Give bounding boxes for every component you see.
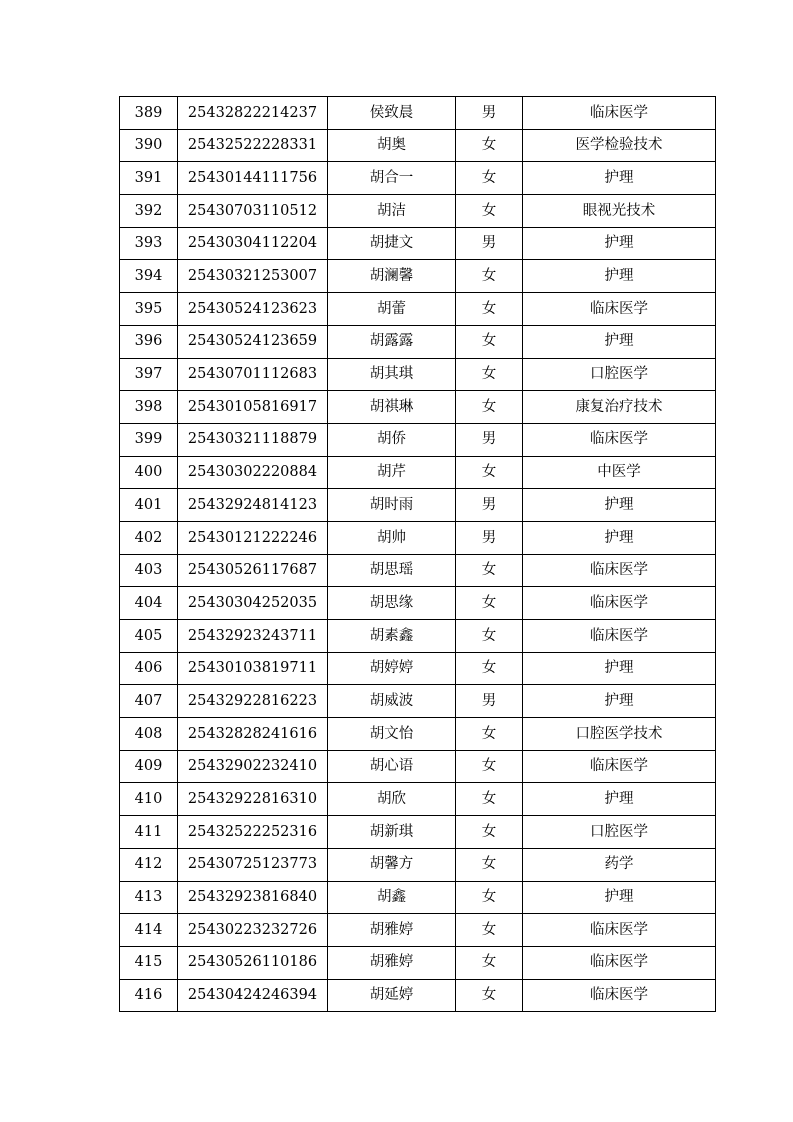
major-cell: 药学	[523, 848, 716, 881]
row-number-cell: 408	[120, 718, 178, 751]
student-name-cell: 胡侨	[328, 423, 456, 456]
major-cell: 护理	[523, 783, 716, 816]
student-name-cell: 胡鑫	[328, 881, 456, 914]
row-number-cell: 395	[120, 293, 178, 326]
candidate-id-cell: 25432922816223	[178, 685, 328, 718]
row-number-cell: 412	[120, 848, 178, 881]
major-cell: 口腔医学	[523, 358, 716, 391]
gender-cell: 男	[456, 685, 523, 718]
candidate-id-cell: 25430725123773	[178, 848, 328, 881]
student-name-cell: 胡婷婷	[328, 652, 456, 685]
student-name-cell: 胡延婷	[328, 979, 456, 1012]
table-row	[120, 489, 716, 522]
table-row	[120, 685, 716, 718]
row-number-cell: 400	[120, 456, 178, 489]
gender-cell: 男	[456, 97, 523, 130]
table-row	[120, 783, 716, 816]
candidate-id-cell: 25432902232410	[178, 750, 328, 783]
major-cell: 中医学	[523, 456, 716, 489]
candidate-id-cell: 25432828241616	[178, 718, 328, 751]
row-number-cell: 396	[120, 325, 178, 358]
candidate-id-cell: 25432923816840	[178, 881, 328, 914]
candidate-id-cell: 25430526117687	[178, 554, 328, 587]
candidate-id-cell: 25432922816310	[178, 783, 328, 816]
major-cell: 临床医学	[523, 750, 716, 783]
student-name-cell: 胡思瑶	[328, 554, 456, 587]
major-cell: 临床医学	[523, 554, 716, 587]
row-number-cell: 416	[120, 979, 178, 1012]
table-row	[120, 620, 716, 653]
gender-cell: 女	[456, 129, 523, 162]
table-row	[120, 260, 716, 293]
candidate-id-cell: 25430304252035	[178, 587, 328, 620]
row-number-cell: 410	[120, 783, 178, 816]
gender-cell: 女	[456, 979, 523, 1012]
gender-cell: 女	[456, 587, 523, 620]
gender-cell: 女	[456, 652, 523, 685]
candidate-id-cell: 25432522228331	[178, 129, 328, 162]
gender-cell: 女	[456, 750, 523, 783]
candidate-id-cell: 25432822214237	[178, 97, 328, 130]
gender-cell: 女	[456, 816, 523, 849]
student-roster-table	[119, 96, 716, 1012]
table-row	[120, 718, 716, 751]
row-number-cell: 389	[120, 97, 178, 130]
student-name-cell: 胡素鑫	[328, 620, 456, 653]
table-row	[120, 554, 716, 587]
table-row	[120, 325, 716, 358]
major-cell: 临床医学	[523, 914, 716, 947]
gender-cell: 女	[456, 718, 523, 751]
gender-cell: 女	[456, 848, 523, 881]
student-name-cell: 胡合一	[328, 162, 456, 195]
row-number-cell: 404	[120, 587, 178, 620]
major-cell: 护理	[523, 325, 716, 358]
row-number-cell: 391	[120, 162, 178, 195]
gender-cell: 女	[456, 456, 523, 489]
major-cell: 护理	[523, 489, 716, 522]
major-cell: 康复治疗技术	[523, 391, 716, 424]
candidate-id-cell: 25430144111756	[178, 162, 328, 195]
row-number-cell: 403	[120, 554, 178, 587]
table-row	[120, 881, 716, 914]
candidate-id-cell: 25430424246394	[178, 979, 328, 1012]
major-cell: 护理	[523, 260, 716, 293]
student-name-cell: 胡澜馨	[328, 260, 456, 293]
table-row	[120, 946, 716, 979]
student-name-cell: 胡其琪	[328, 358, 456, 391]
student-name-cell: 胡新琪	[328, 816, 456, 849]
row-number-cell: 394	[120, 260, 178, 293]
table-row	[120, 423, 716, 456]
major-cell: 临床医学	[523, 979, 716, 1012]
student-name-cell: 胡奥	[328, 129, 456, 162]
student-name-cell: 胡心语	[328, 750, 456, 783]
row-number-cell: 397	[120, 358, 178, 391]
table-row	[120, 195, 716, 228]
gender-cell: 男	[456, 489, 523, 522]
row-number-cell: 409	[120, 750, 178, 783]
student-name-cell: 侯致晨	[328, 97, 456, 130]
table-row	[120, 162, 716, 195]
gender-cell: 女	[456, 260, 523, 293]
table-row	[120, 848, 716, 881]
gender-cell: 男	[456, 227, 523, 260]
candidate-id-cell: 25430524123623	[178, 293, 328, 326]
candidate-id-cell: 25430223232726	[178, 914, 328, 947]
gender-cell: 女	[456, 162, 523, 195]
major-cell: 临床医学	[523, 293, 716, 326]
gender-cell: 女	[456, 195, 523, 228]
roster-table-body	[120, 97, 716, 1012]
table-row	[120, 358, 716, 391]
major-cell: 临床医学	[523, 97, 716, 130]
table-row	[120, 456, 716, 489]
student-name-cell: 胡威波	[328, 685, 456, 718]
candidate-id-cell: 25432522252316	[178, 816, 328, 849]
row-number-cell: 413	[120, 881, 178, 914]
major-cell: 医学检验技术	[523, 129, 716, 162]
gender-cell: 女	[456, 881, 523, 914]
table-row	[120, 97, 716, 130]
table-row	[120, 293, 716, 326]
gender-cell: 女	[456, 325, 523, 358]
major-cell: 临床医学	[523, 620, 716, 653]
table-row	[120, 652, 716, 685]
row-number-cell: 405	[120, 620, 178, 653]
row-number-cell: 407	[120, 685, 178, 718]
student-name-cell: 胡雅婷	[328, 946, 456, 979]
student-name-cell: 胡洁	[328, 195, 456, 228]
row-number-cell: 402	[120, 521, 178, 554]
student-name-cell: 胡欣	[328, 783, 456, 816]
major-cell: 口腔医学技术	[523, 718, 716, 751]
table-row	[120, 391, 716, 424]
candidate-id-cell: 25430524123659	[178, 325, 328, 358]
major-cell: 护理	[523, 881, 716, 914]
gender-cell: 男	[456, 521, 523, 554]
major-cell: 护理	[523, 162, 716, 195]
row-number-cell: 392	[120, 195, 178, 228]
student-name-cell: 胡祺琳	[328, 391, 456, 424]
gender-cell: 女	[456, 914, 523, 947]
gender-cell: 女	[456, 783, 523, 816]
table-row	[120, 750, 716, 783]
student-name-cell: 胡雅婷	[328, 914, 456, 947]
candidate-id-cell: 25430321253007	[178, 260, 328, 293]
candidate-id-cell: 25430103819711	[178, 652, 328, 685]
major-cell: 临床医学	[523, 423, 716, 456]
candidate-id-cell: 25430304112204	[178, 227, 328, 260]
row-number-cell: 390	[120, 129, 178, 162]
candidate-id-cell: 25430703110512	[178, 195, 328, 228]
gender-cell: 女	[456, 946, 523, 979]
row-number-cell: 393	[120, 227, 178, 260]
table-row	[120, 914, 716, 947]
major-cell: 护理	[523, 652, 716, 685]
candidate-id-cell: 25432924814123	[178, 489, 328, 522]
gender-cell: 女	[456, 293, 523, 326]
student-name-cell: 胡蕾	[328, 293, 456, 326]
candidate-id-cell: 25430105816917	[178, 391, 328, 424]
candidate-id-cell: 25430321118879	[178, 423, 328, 456]
table-row	[120, 227, 716, 260]
gender-cell: 男	[456, 423, 523, 456]
major-cell: 护理	[523, 521, 716, 554]
major-cell: 临床医学	[523, 946, 716, 979]
candidate-id-cell: 25432923243711	[178, 620, 328, 653]
row-number-cell: 401	[120, 489, 178, 522]
student-name-cell: 胡捷文	[328, 227, 456, 260]
gender-cell: 女	[456, 554, 523, 587]
row-number-cell: 414	[120, 914, 178, 947]
gender-cell: 女	[456, 358, 523, 391]
student-name-cell: 胡芹	[328, 456, 456, 489]
major-cell: 眼视光技术	[523, 195, 716, 228]
table-row	[120, 587, 716, 620]
table-row	[120, 129, 716, 162]
row-number-cell: 415	[120, 946, 178, 979]
row-number-cell: 411	[120, 816, 178, 849]
row-number-cell: 399	[120, 423, 178, 456]
gender-cell: 女	[456, 391, 523, 424]
table-row	[120, 521, 716, 554]
student-name-cell: 胡馨方	[328, 848, 456, 881]
candidate-id-cell: 25430302220884	[178, 456, 328, 489]
student-name-cell: 胡露露	[328, 325, 456, 358]
student-name-cell: 胡帅	[328, 521, 456, 554]
major-cell: 临床医学	[523, 587, 716, 620]
row-number-cell: 398	[120, 391, 178, 424]
table-row	[120, 979, 716, 1012]
candidate-id-cell: 25430526110186	[178, 946, 328, 979]
major-cell: 护理	[523, 227, 716, 260]
row-number-cell: 406	[120, 652, 178, 685]
table-row	[120, 816, 716, 849]
major-cell: 护理	[523, 685, 716, 718]
student-name-cell: 胡文怡	[328, 718, 456, 751]
major-cell: 口腔医学	[523, 816, 716, 849]
student-name-cell: 胡时雨	[328, 489, 456, 522]
gender-cell: 女	[456, 620, 523, 653]
student-name-cell: 胡思缘	[328, 587, 456, 620]
candidate-id-cell: 25430701112683	[178, 358, 328, 391]
candidate-id-cell: 25430121222246	[178, 521, 328, 554]
